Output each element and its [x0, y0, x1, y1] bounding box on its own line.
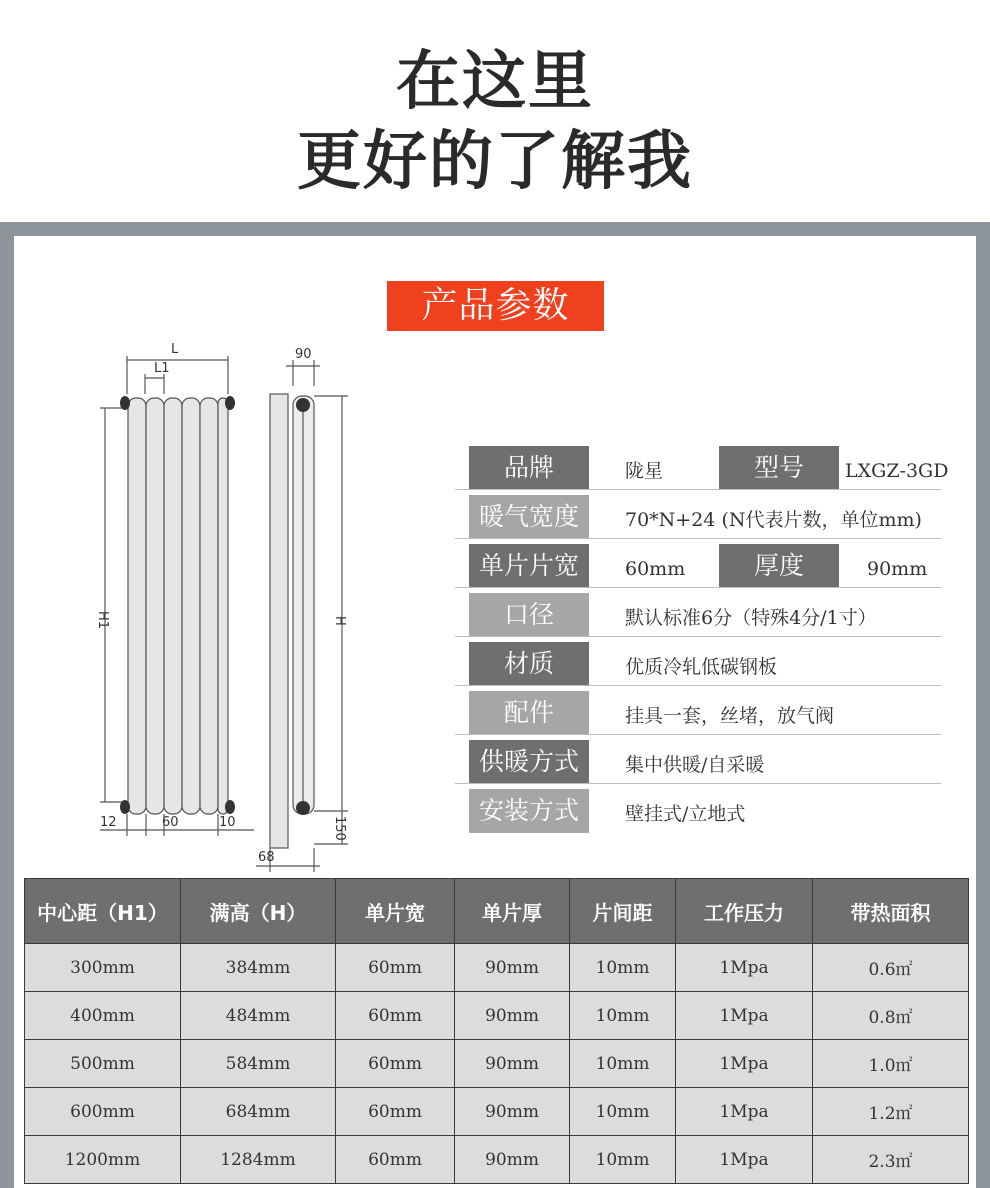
spec-value: 优质冷轧低碳钢板: [625, 656, 778, 678]
table-cell: 684mm: [181, 1088, 336, 1136]
radiator-diagram: [14, 236, 476, 886]
spec-row-width: [455, 495, 941, 539]
table-cell: 1Mpa: [676, 1136, 813, 1184]
table-cell: 60mm: [336, 992, 455, 1040]
table-cell: 1284mm: [181, 1136, 336, 1184]
table-header-cell: 工作压力: [676, 879, 813, 944]
spec-row-brand: [455, 446, 949, 490]
table-cell: 1.2㎡: [813, 1088, 969, 1136]
table-header-cell: 满高（H）: [181, 879, 336, 944]
spec-label: 口径: [469, 593, 589, 637]
table-cell: 60mm: [336, 1136, 455, 1184]
dim-bottom-label: 150: [332, 816, 347, 841]
table-cell: 500mm: [25, 1040, 181, 1088]
spec-row-caliber: [455, 593, 941, 637]
table-cell: 90mm: [455, 1040, 570, 1088]
table-header-cell: 单片宽: [336, 879, 455, 944]
table-cell: 1.0㎡: [813, 1040, 969, 1088]
dim-L1-label: L1: [154, 361, 170, 376]
spec-row-heating-mode: [455, 740, 941, 784]
table-header-row: [25, 879, 969, 944]
table-cell: 1Mpa: [676, 1088, 813, 1136]
spec-label: 品牌: [469, 446, 589, 490]
spec-value: 挂具一套，丝堵，放气阀: [625, 705, 835, 727]
spec-value: 默认标准6分（特殊4分/1寸）: [625, 607, 877, 629]
spec-value: 70*N+24 (N代表片数，单位mm): [625, 509, 922, 531]
dim-L-label: L: [171, 342, 179, 357]
table-cell: 10mm: [570, 944, 676, 992]
table-cell: 1Mpa: [676, 944, 813, 992]
spec-value: 壁挂式/立地式: [625, 803, 746, 825]
spec-row-material: [455, 642, 941, 686]
spec-label: 单片片宽: [469, 544, 589, 588]
spec-value: 90mm: [867, 558, 928, 580]
table-cell: 10mm: [570, 1136, 676, 1184]
spec-value: 集中供暖/自采暖: [625, 754, 765, 776]
table-cell: 484mm: [181, 992, 336, 1040]
table-row: [25, 944, 969, 992]
table-cell: 90mm: [455, 1088, 570, 1136]
table-header-cell: 单片厚: [455, 879, 570, 944]
table-cell: 584mm: [181, 1040, 336, 1088]
spec-label: 供暖方式: [469, 740, 589, 784]
table-cell: 90mm: [455, 1136, 570, 1184]
table-cell: 600mm: [25, 1088, 181, 1136]
dim-H-label: H: [332, 616, 347, 626]
table-cell: 1Mpa: [676, 1040, 813, 1088]
table-header-cell: 带热面积: [813, 879, 969, 944]
spec-value: LXGZ-3GD: [845, 460, 949, 482]
dim-right-margin-label: 10: [219, 815, 236, 830]
table-cell: 60mm: [336, 1040, 455, 1088]
table-cell: 90mm: [455, 992, 570, 1040]
table-cell: 384mm: [181, 944, 336, 992]
spec-row-single-width: [455, 544, 941, 588]
table-cell: 10mm: [570, 1040, 676, 1088]
table-cell: 2.3㎡: [813, 1136, 969, 1184]
dim-pitch-label: 60: [162, 815, 179, 830]
table-row: [25, 1088, 969, 1136]
dim-depth-label: 90: [295, 347, 312, 362]
table-header-cell: 中心距（H1）: [25, 879, 181, 944]
table-row: [25, 992, 969, 1040]
spec-row-accessories: [455, 691, 941, 735]
spec-label: 安装方式: [469, 789, 589, 833]
table-cell: 10mm: [570, 992, 676, 1040]
table-cell: 60mm: [336, 944, 455, 992]
dim-left-margin-label: 12: [100, 815, 117, 830]
table-cell: 0.6㎡: [813, 944, 969, 992]
spec-row-installation: [455, 789, 941, 833]
hero-line-2: 更好的了解我: [297, 125, 693, 199]
spec-label: 材质: [469, 642, 589, 686]
table-cell: 0.8㎡: [813, 992, 969, 1040]
table-row: [25, 1040, 969, 1088]
table-cell: 1200mm: [25, 1136, 181, 1184]
front-view: [100, 356, 254, 836]
table-cell: 300mm: [25, 944, 181, 992]
table-header-cell: 片间距: [570, 879, 676, 944]
table-cell: 10mm: [570, 1088, 676, 1136]
hero-banner: [0, 0, 990, 222]
spec-value: 陇星: [625, 460, 664, 482]
table-cell: 1Mpa: [676, 992, 813, 1040]
section-title: 产品参数: [387, 281, 604, 331]
dim-offset-label: 68: [258, 850, 275, 865]
table-cell: 90mm: [455, 944, 570, 992]
table-cell: 400mm: [25, 992, 181, 1040]
table-row: [25, 1136, 969, 1184]
dim-H1-label: H1: [95, 611, 110, 630]
spec-label: 型号: [719, 446, 839, 490]
table-cell: 60mm: [336, 1088, 455, 1136]
hero-line-1: 在这里: [396, 45, 594, 119]
spec-label: 配件: [469, 691, 589, 735]
spec-label: 厚度: [719, 544, 839, 588]
spec-table: [24, 878, 969, 1184]
spec-value: 60mm: [625, 558, 686, 580]
spec-label: 暖气宽度: [469, 495, 589, 539]
